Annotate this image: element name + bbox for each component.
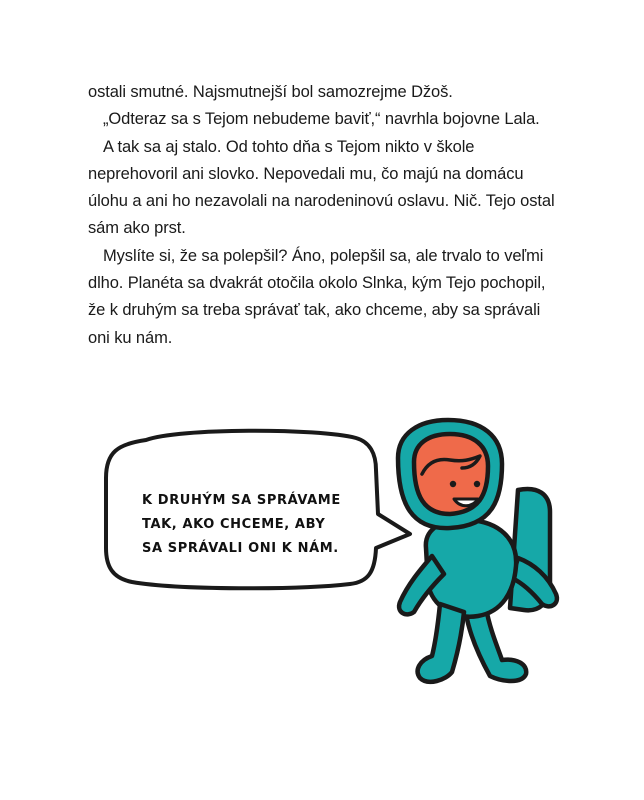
mouth: [454, 499, 478, 506]
bubble-line: K DRUHÝM SA SPRÁVAME: [142, 493, 341, 508]
paragraph: A tak sa aj stalo. Od tohto dňa s Tejom nikto v škole neprehovoril ani slovko. Nepovedali mu, čo majú na domácu úlohu a ani ho nezavolali na narodeninovú oslavu. Nič. Tejo ostal sám ako prst.: [88, 137, 555, 238]
story-text: [88, 79, 558, 352]
astronaut-leg-back: [466, 608, 526, 681]
bubble-line: TAK, AKO CHCEME, ABY: [142, 517, 326, 532]
paragraph: ostali smutné. Najsmutnejší bol samozrejme Džoš.: [88, 83, 453, 101]
speech-bubble-text: [142, 489, 362, 561]
bubble-line: SA SPRÁVALI ONI K NÁM.: [142, 541, 339, 556]
astronaut-character: [398, 420, 557, 682]
astronaut-leg-front: [418, 604, 464, 682]
paragraph: Myslíte si, že sa polepšil? Áno, polepšil sa, ale trvalo to veľmi dlho. Planéta sa dvakrát otočila okolo Slnka, kým Tejo pochopil, že k druhým sa treba správať tak, ako chceme, aby sa správali oni ku nám.: [88, 246, 546, 347]
eye-right: [474, 481, 480, 487]
paragraph: „Odteraz sa s Tejom nebudeme baviť,“ navrhla bojovne Lala.: [103, 110, 540, 129]
eye-left: [450, 481, 456, 487]
